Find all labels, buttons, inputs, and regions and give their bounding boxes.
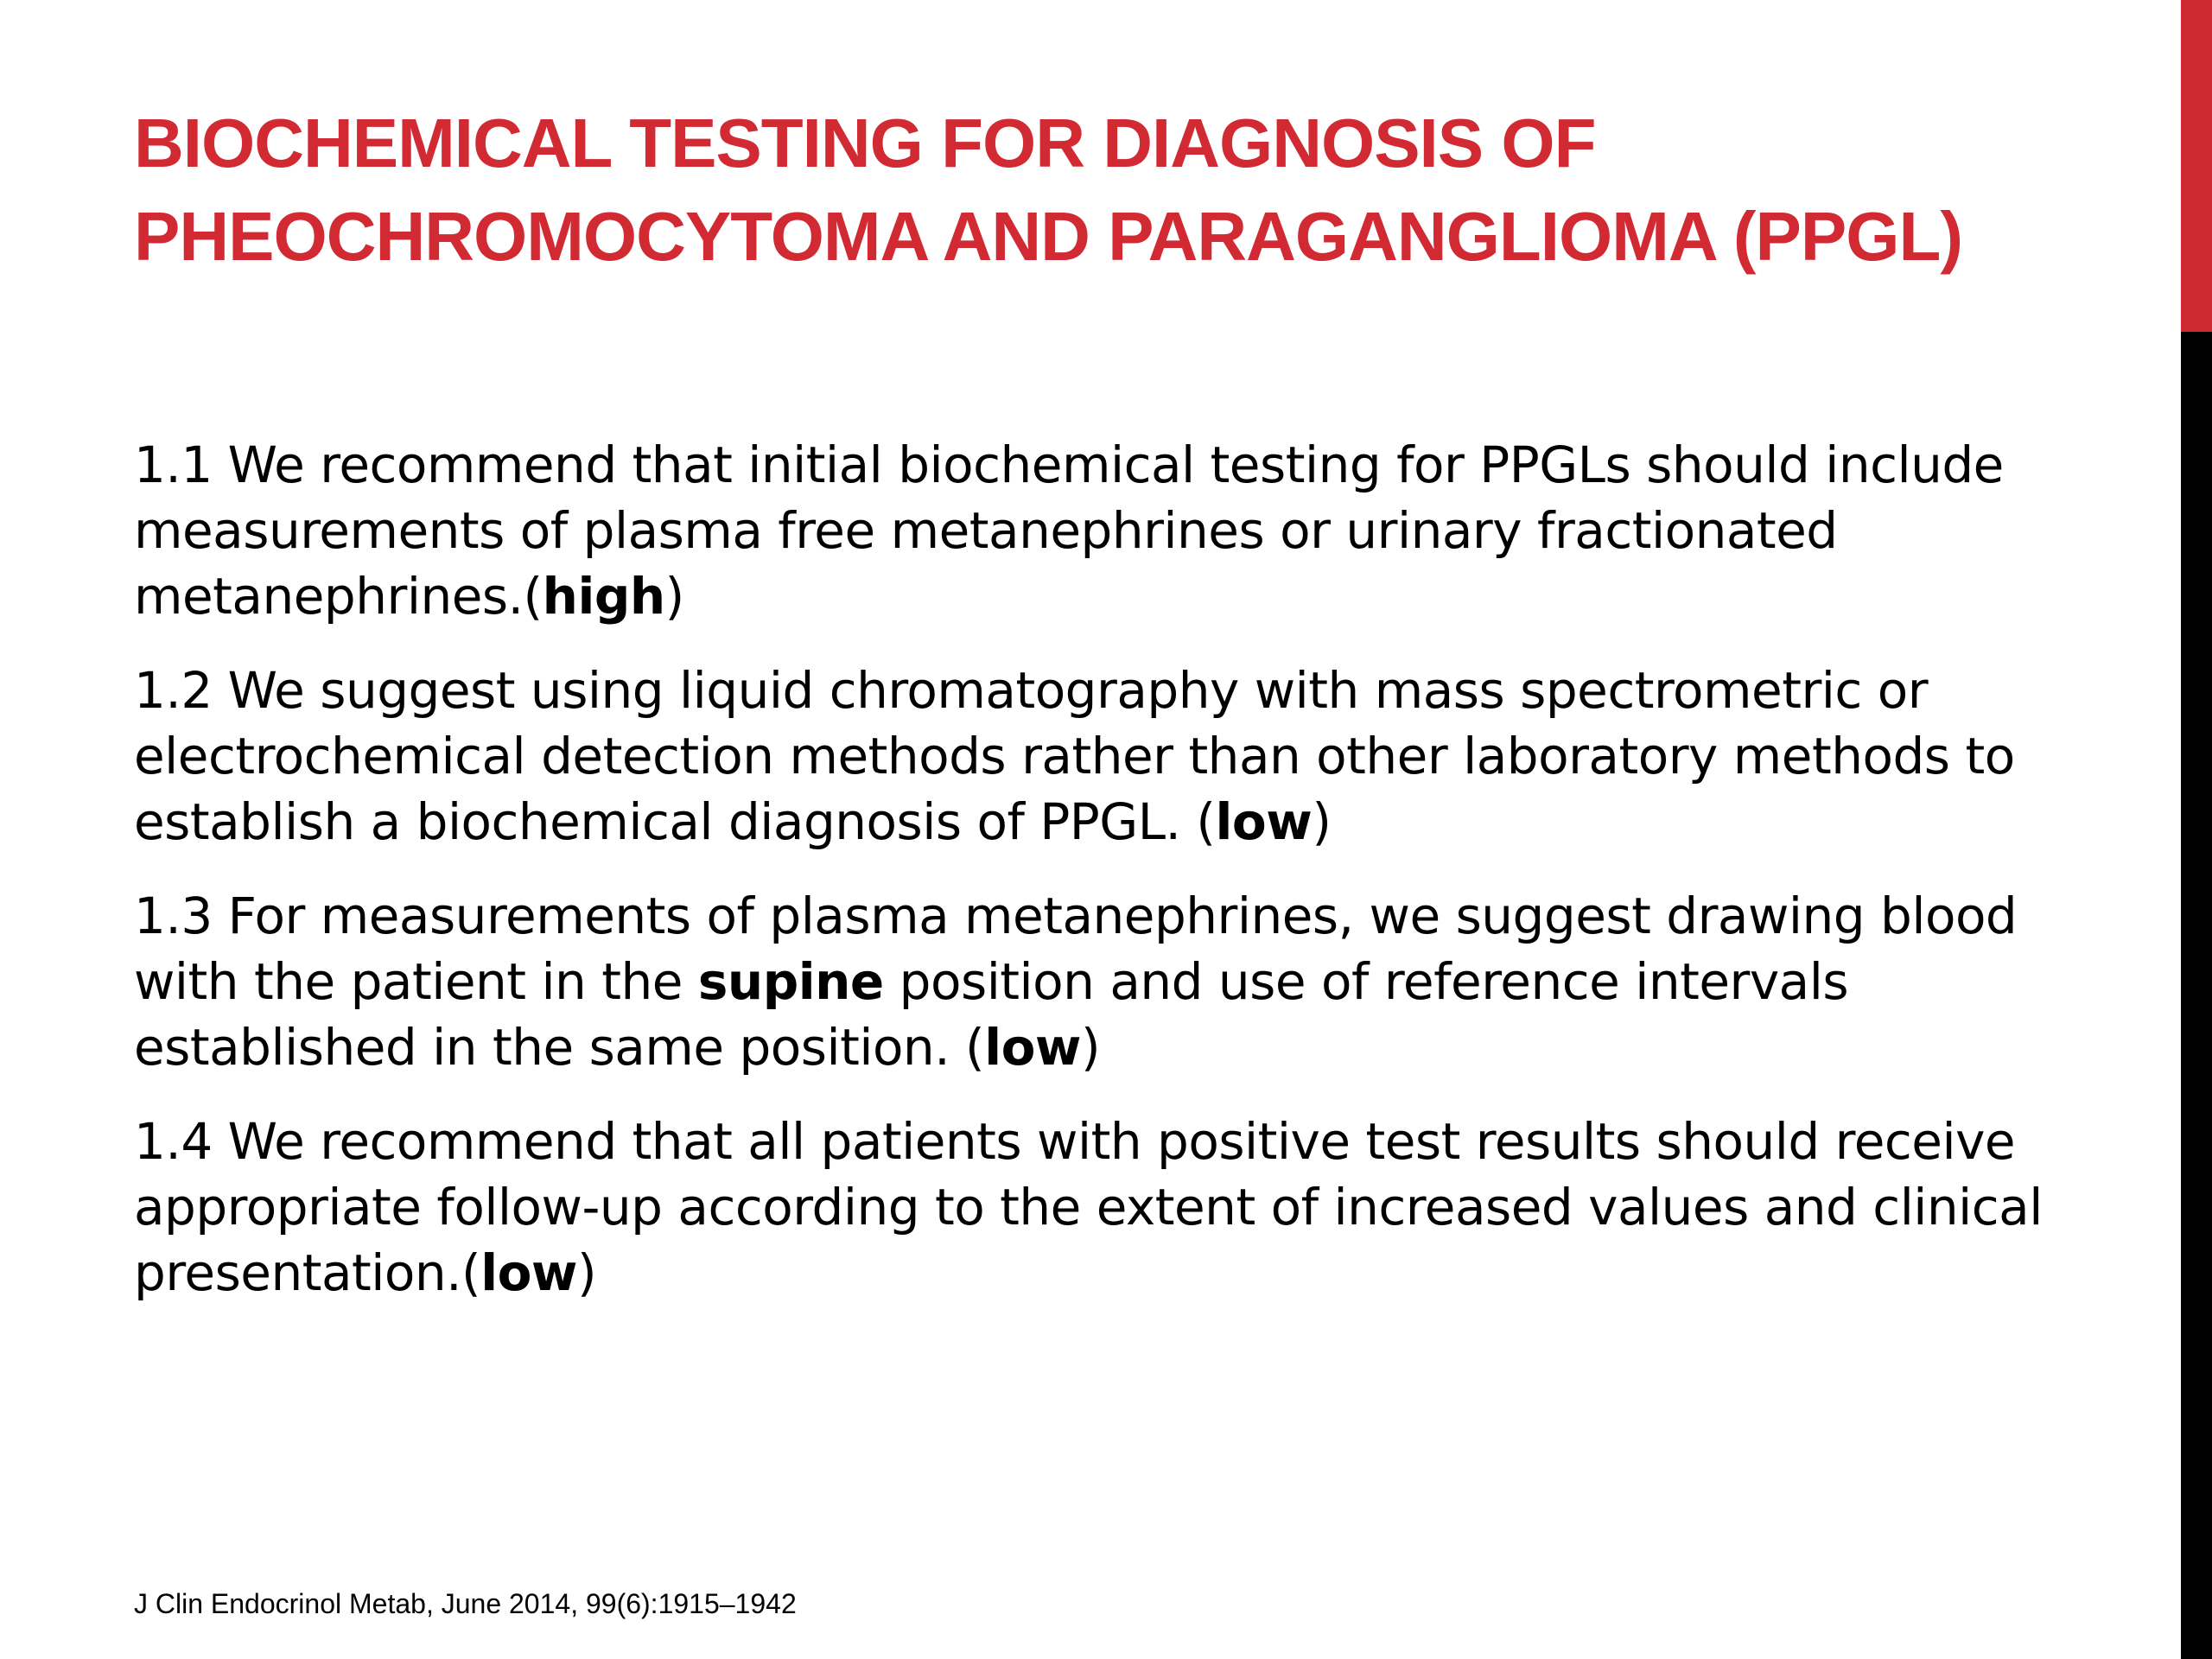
accent-bar-black — [2181, 332, 2212, 1659]
recommendation-text-end: ) — [1312, 792, 1332, 851]
recommendation-1-1 — [134, 432, 2121, 629]
evidence-grade: high — [542, 567, 665, 626]
recommendation-text-end: ) — [664, 567, 684, 626]
recommendation-1-4 — [134, 1109, 2121, 1306]
recommendations-list — [134, 432, 2121, 1334]
recommendation-text: 1.1 We recommend that initial biochemical testing for PPGLs should include measurements of plasma free metanephrines or urinary fractionated metanephrines.( — [134, 435, 2004, 626]
emphasis-supine: supine — [697, 952, 884, 1011]
recommendation-text: 1.2 We suggest using liquid chromatography with mass spectrometric or electrochemical detection methods rather than other laboratory methods to establish a biochemical diagnosis of PPGL. ( — [134, 661, 2015, 851]
recommendation-text: 1.4 We recommend that all patients with positive test results should receive appropriate follow-up according to the extent of increased values and clinical presentation.( — [134, 1112, 2043, 1302]
recommendation-text-end: ) — [577, 1243, 597, 1302]
accent-bar-red — [2181, 0, 2212, 332]
recommendation-text: 1.3 For measurements of plasma metanephrines, we suggest drawing blood with the patient in the — [134, 887, 2018, 1011]
recommendation-1-3 — [134, 883, 2121, 1080]
recommendation-text-middle: position and use of reference intervals established in the same position. ( — [134, 952, 1849, 1077]
evidence-grade: low — [480, 1243, 577, 1302]
citation: J Clin Endocrinol Metab, June 2014, 99(6):1915–1942 — [134, 1588, 797, 1619]
evidence-grade: low — [1215, 792, 1313, 851]
recommendation-text-end: ) — [1081, 1018, 1101, 1077]
slide-title: BIOCHEMICAL TESTING FOR DIAGNOSIS OF PHEOCHROMOCYTOMA AND PARAGANGLIOMA (PPGL) — [134, 105, 1962, 275]
evidence-grade: low — [984, 1018, 1082, 1077]
recommendation-1-2 — [134, 658, 2121, 855]
